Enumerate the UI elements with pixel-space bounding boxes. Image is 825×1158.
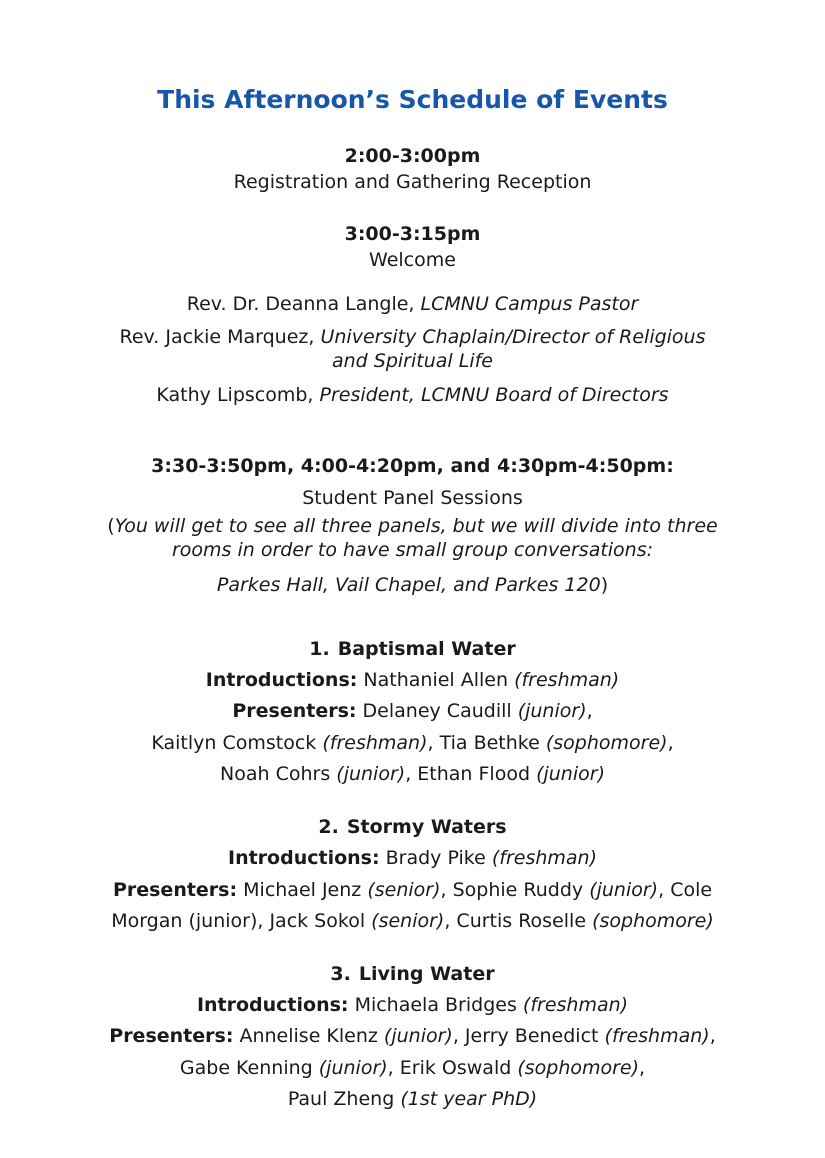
panel-rooms [0,573,825,597]
panel-name: Stormy Waters [346,816,507,838]
note-text: rooms in order to have small group conversations: [171,539,654,561]
panel-number: 1. [309,638,330,660]
introductions-label: Introductions: [205,669,358,691]
speaker-name: Rev. Dr. Deanna Langle, [186,293,415,315]
note-close-paren: ) [600,574,609,596]
event-student-panels: Student Panel Sessions [302,487,523,509]
panel-name: Living Water [358,963,495,985]
panel-heading-2 [0,815,825,839]
presenter-year: (freshman) [322,732,428,754]
time-slot-3: 3:30-3:50pm, 4:00-4:20pm, and 4:30pm-4:50pm: [151,455,674,477]
page-title: This Afternoon’s Schedule of Events [157,85,668,114]
separator: , [444,910,451,932]
presenter-name: Delaney Caudill [362,700,512,722]
speaker-line [0,292,825,316]
room-list: Parkes Hall, Vail Chapel, and Parkes 120 [216,574,601,596]
time-slot-2: 3:00-3:15pm [344,223,481,245]
presenter-name: Curtis Roselle [456,910,587,932]
presenter-name: Jerry Benedict [464,1025,599,1047]
time-slot-1: 2:00-3:00pm [344,145,481,167]
event-registration: Registration and Gathering Reception [233,171,592,193]
introducer-name: Brady Pike [385,847,486,869]
speaker-name: Kathy Lipscomb, [156,384,314,406]
separator: , [452,1025,459,1047]
separator: , [427,732,434,754]
panel-presenters-continued [0,1087,825,1111]
introducer-name: Nathaniel Allen [363,669,509,691]
panel-presenters [0,1024,825,1048]
event-welcome: Welcome [369,249,456,271]
speaker-role-continued: and Spiritual Life [332,350,493,372]
presenters-label: Presenters: [109,1025,234,1047]
separator: , [667,732,674,754]
presenter-name: Morgan (junior), Jack Sokol [111,910,366,932]
separator: , [387,1057,394,1079]
panel-presenters-continued [0,731,825,755]
panel-presenters [0,878,825,902]
panel-presenters-continued [0,762,825,786]
separator: , [440,879,447,901]
presenter-name: Ethan Flood [417,763,531,785]
speaker-role: LCMNU Campus Pastor [420,293,639,315]
introducer-year: (freshman) [522,994,629,1016]
presenter-name: Paul Zheng [287,1088,395,1110]
presenter-name: Erik Oswald [399,1057,512,1079]
panel-name: Baptismal Water [337,638,516,660]
presenters-label: Presenters: [232,700,357,722]
presenter-name: Sophie Ruddy [452,879,584,901]
presenter-year: (sophomore) [592,910,714,932]
speaker-line [0,383,825,407]
presenter-name: Kaitlyn Comstock [151,732,317,754]
presenter-year: (senior) [367,879,441,901]
introducer-year: (freshman) [491,847,597,869]
panel-heading-3 [0,962,825,986]
separator: , [709,1025,716,1047]
presenter-year: (freshman) [604,1025,710,1047]
speaker-line [0,325,825,349]
speaker-role: University Chaplain/Director of Religious [320,326,706,348]
introducer-year: (freshman) [514,669,620,691]
presenter-year: (1st year PhD) [400,1088,538,1110]
presenter-name: Tia Bethke [439,732,540,754]
presenter-year: (junior) [517,700,587,722]
panel-presenters-continued [0,909,825,933]
presenter-year: (junior) [383,1025,453,1047]
presenter-name: Cole [670,879,713,901]
presenter-year: (junior) [318,1057,388,1079]
note-open-paren: ( [107,515,115,537]
presenter-name: Michael Jenz [243,879,362,901]
panel-introductions [0,668,825,692]
panel-heading-1 [0,637,825,661]
presenter-name: Noah Cohrs [220,763,331,785]
introductions-label: Introductions: [228,847,380,869]
presenter-year: (junior) [336,763,406,785]
panel-number: 2. [318,816,339,838]
introducer-name: Michaela Bridges [354,994,517,1016]
panel-introductions [0,993,825,1017]
presenter-year: (junior) [536,763,605,785]
panel-presenters-continued [0,1056,825,1080]
panel-number: 3. [330,963,351,985]
introductions-label: Introductions: [196,994,349,1016]
presenter-name: Annelise Klenz [239,1025,378,1047]
presenter-year: (junior) [589,879,659,901]
speaker-role: President, LCMNU Board of Directors [319,384,669,406]
panel-note [0,514,825,538]
presenters-label: Presenters: [112,879,238,901]
separator: , [405,763,412,785]
presenter-name: Gabe Kenning [179,1057,313,1079]
panel-introductions [0,846,825,870]
presenter-year: (senior) [371,910,445,932]
separator: , [586,700,593,722]
separator: , [639,1057,646,1079]
speaker-name: Rev. Jackie Marquez, [119,326,315,348]
separator: , [658,879,665,901]
presenter-year: (sophomore) [517,1057,640,1079]
panel-presenters [0,699,825,723]
presenter-year: (sophomore) [545,732,668,754]
note-text: You will get to see all three panels, but we will divide into three [114,515,718,537]
